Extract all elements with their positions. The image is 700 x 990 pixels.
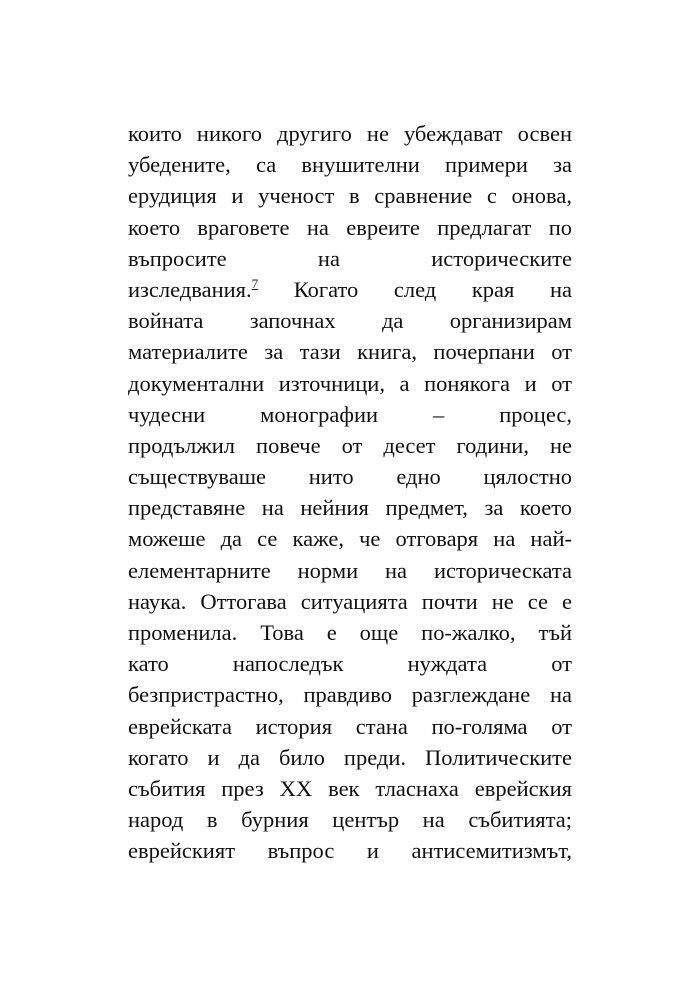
text-line: еврейският въпрос и антисемитизмът, bbox=[128, 838, 572, 864]
text-line: съществуваше нито едно цялостно bbox=[128, 464, 572, 490]
text-line: въпросите на историческите bbox=[128, 245, 572, 271]
text-line: събития през XX век тласнаха еврейския bbox=[128, 775, 572, 801]
text-fragment: изследвания. bbox=[128, 276, 252, 302]
text-line-with-footnote bbox=[128, 274, 572, 305]
text-line: представяне на нейния предмет, за което bbox=[128, 495, 572, 521]
text-line: народ в бурния център на събитията; bbox=[128, 807, 572, 833]
text-line: документални източници, а понякога и от bbox=[128, 370, 572, 396]
text-line: еврейската история стана по-голяма от bbox=[128, 713, 572, 739]
text-fragment: Когато след края на bbox=[258, 276, 572, 302]
text-line: ерудиция и ученост в сравнение с онова, bbox=[128, 183, 572, 209]
text-line: войната започнах да организирам bbox=[128, 308, 572, 334]
text-line: което враговете на евреите предлагат по bbox=[128, 214, 572, 240]
text-line: които никого другиго не убеждават освен bbox=[128, 121, 572, 146]
text-line: чудесни монографии – процес, bbox=[128, 401, 572, 427]
body-text bbox=[128, 118, 572, 867]
text-line: елементарните норми на историческата bbox=[128, 557, 572, 583]
footnote-reference-link[interactable]: 7 bbox=[251, 275, 259, 291]
text-line: убедените, са внушителни примери за bbox=[128, 152, 572, 178]
text-line: като напоследък нуждата от bbox=[128, 651, 572, 677]
text-line: наука. Оттогава ситуацията почти не се е bbox=[128, 588, 572, 614]
text-line: безпристрастно, правдиво разглеждане на bbox=[128, 682, 572, 708]
text-line: можеше да се каже, че отговаря на най- bbox=[128, 526, 572, 552]
text-line: продължил повече от десет години, не bbox=[128, 432, 572, 458]
text-line: променила. Това е още по-жалко, тъй bbox=[128, 620, 572, 645]
text-line: когато и да било преди. Политическите bbox=[128, 744, 572, 770]
text-line: материалите за тази книга, почерпани от bbox=[128, 339, 572, 365]
